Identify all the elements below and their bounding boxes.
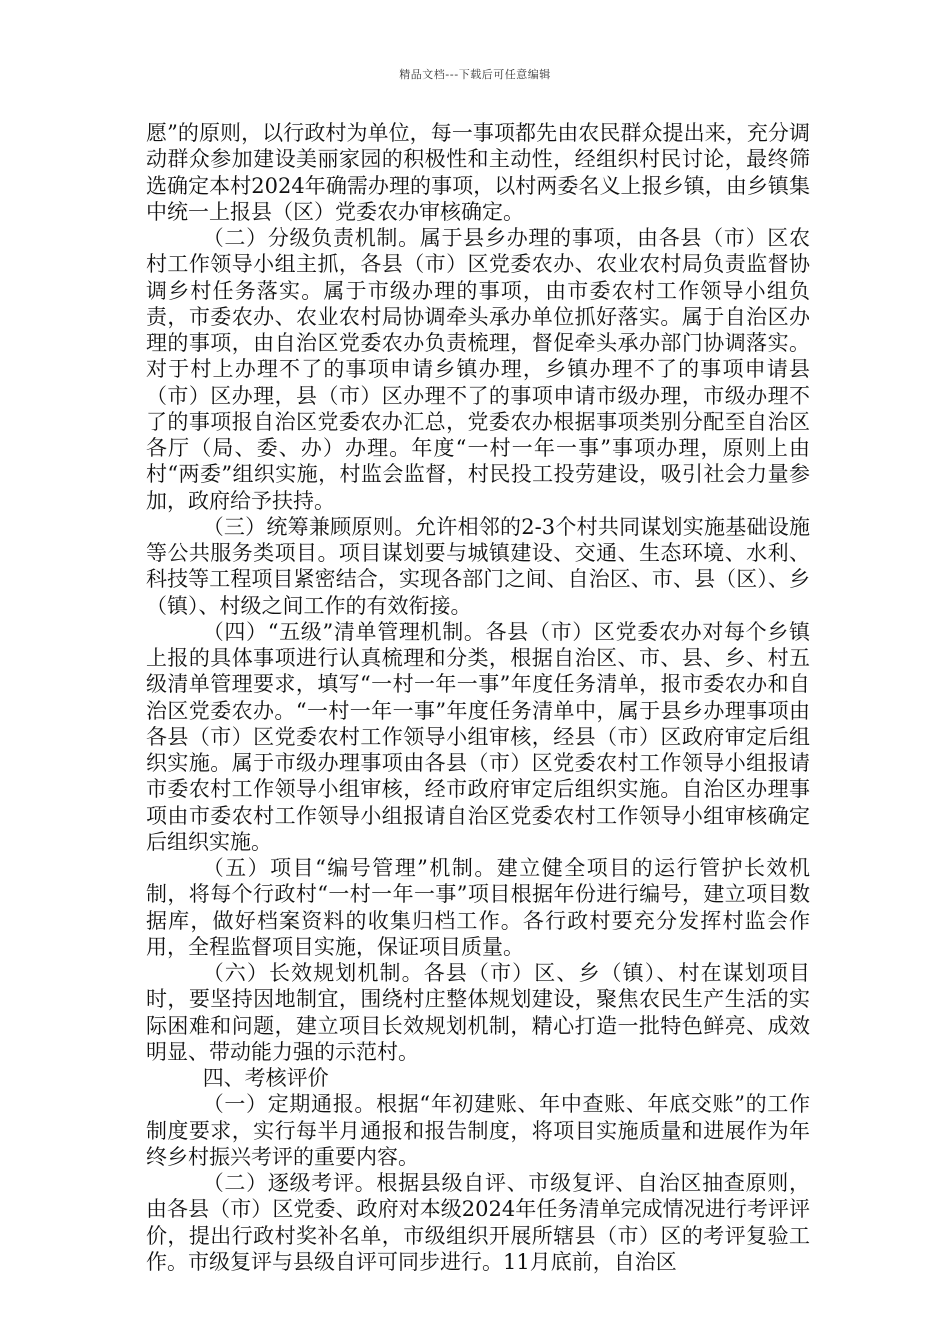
paragraph-numbering-management: （五）项目“编号管理”机制。建立健全项目的运行管护长效机制，将每个行政村“一村一年一事”项目根据年份进行编号，建立项目数据库，做好档案资料的收集归档工作。各行政村要充分发挥村监会作用，全程监督项目实施，保证项目质量。 <box>146 856 810 959</box>
page-header: 精品文档---下载后可任意编辑 <box>399 68 551 81</box>
paragraph-continuation: 愿”的原则，以行政村为单位，每一事项都先由农民群众提出来，充分调动群众参加建设美丽家园的积极性和主动性，经组织村民讨论，最终筛选确定本村2024年确需办理的事项，以村两委名义上报乡镇，由乡镇集中统一上报县（区）党委农办审核确定。 <box>146 121 810 224</box>
document-body <box>146 120 810 1275</box>
section-heading-assessment: 四、考核评价 <box>202 1066 329 1090</box>
paragraph-graded-evaluation: （二）逐级考评。根据县级自评、市级复评、自治区抽查原则，由各县（市）区党委、政府对本级2024年任务清单完成情况进行考评评价，提出行政村奖补名单，市级组织开展所辖县（市）区的考评复验工作。市级复评与县级自评可同步进行。11月底前，自治区 <box>146 1171 810 1274</box>
paragraph-five-level-list: （四）“五级”清单管理机制。各县（市）区党委农办对每个乡镇上报的具体事项进行认真梳理和分类，根据自治区、市、县、乡、村五级清单管理要求，填写“一村一年一事”年度任务清单，报市委农办和自治区党委农办。“一村一年一事”年度任务清单中，属于县乡办理事项由各县（市）区党委农村工作领导小组审核，经县（市）区政府审定后组织实施。属于市级办理事项由各县（市）区党委农村工作领导小组报请市委农村工作领导小组审核，经市政府审定后组织实施。自治区办理事项由市委农村工作领导小组报请自治区党委农村工作领导小组审核确定后组织实施。 <box>146 619 810 854</box>
paragraph-overall-planning: （三）统筹兼顾原则。允许相邻的2-3个村共同谋划实施基础设施等公共服务类项目。项目谋划要与城镇建设、交通、生态环境、水利、科技等工程项目紧密结合，实现各部门之间、自治区、市、县（区）、乡（镇）、村级之间工作的有效衔接。 <box>146 514 810 618</box>
paragraph-tiered-responsibility: （二）分级负责机制。属于县乡办理的事项，由各县（市）区农村工作领导小组主抓，各县（市）区党委农办、农业农村局负责监督协调乡村任务落实。属于市级办理的事项，由市委农村工作领导小组负责，市委农办、农业农村局协调牵头承办单位抓好落实。属于自治区办理的事项，由自治区党委农办负责梳理，督促牵头承办部门协调落实。对于村上办理不了的事项申请乡镇办理，乡镇办理不了的事项申请县（市）区办理，县（市）区办理不了的事项申请市级办理，市级办理不了的事项报自治区党委农办汇总，党委农办根据事项类别分配至自治区各厅（局、委、办）办理。年度“一村一年一事”事项办理，原则上由村“两委”组织实施，村监会监督，村民投工投劳建设，吸引社会力量参加，政府给予扶持。 <box>146 226 810 513</box>
paragraph-regular-reporting: （一）定期通报。根据“年初建账、年中查账、年底交账”的工作制度要求，实行每半月通报和报告制度，将项目实施质量和进展作为年终乡村振兴考评的重要内容。 <box>146 1092 810 1169</box>
paragraph-long-term-planning: （六）长效规划机制。各县（市）区、乡（镇）、村在谋划项目时，要坚持因地制宜，围绕村庄整体规划建设，聚焦农民生产生活的实际困难和问题，建立项目长效规划机制，精心打造一批特色鲜亮、成效明显、带动能力强的示范村。 <box>146 961 810 1064</box>
